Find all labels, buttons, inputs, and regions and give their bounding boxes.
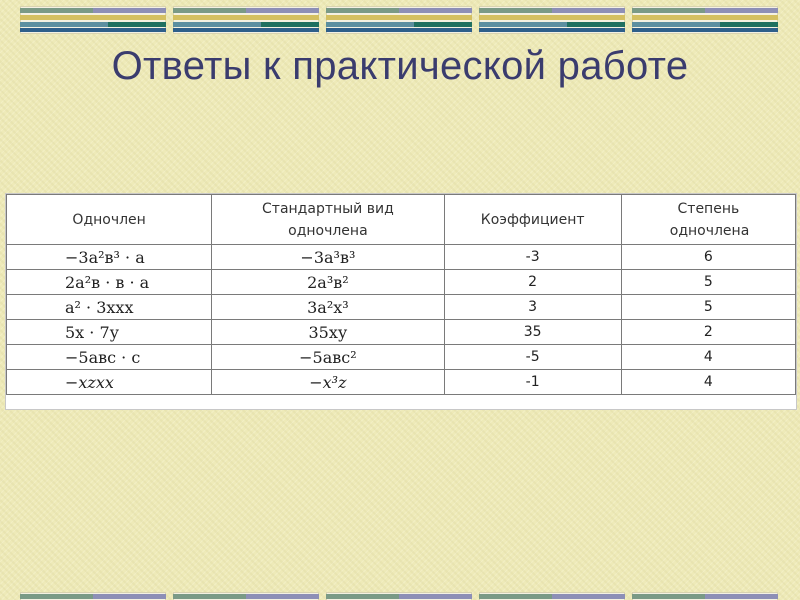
cell-standard-form: −x³z xyxy=(212,370,444,395)
cell-standard-form: 2а³в² xyxy=(212,270,444,295)
cell-standard-form: −3а³в³ xyxy=(212,245,444,270)
deco-block xyxy=(326,6,472,34)
cell-monomial: −3а²в³ · а xyxy=(7,245,212,270)
cell-standard-form: 3а²х³ xyxy=(212,295,444,320)
deco-block xyxy=(326,592,472,600)
deco-block xyxy=(632,6,778,34)
cell-coefficient: -3 xyxy=(444,245,621,270)
cell-monomial: 5х · 7у xyxy=(7,320,212,345)
deco-block xyxy=(479,6,625,34)
cell-coefficient: 35 xyxy=(444,320,621,345)
table-header-row xyxy=(7,195,796,245)
cell-standard-form: −5авс² xyxy=(212,345,444,370)
cell-monomial: −xzxx xyxy=(7,370,212,395)
table-row xyxy=(7,320,796,345)
cell-monomial: 2а²в · в · а xyxy=(7,270,212,295)
header-degree: Степень одночлена xyxy=(621,195,795,245)
cell-degree: 4 xyxy=(621,370,795,395)
top-decoration xyxy=(0,6,800,36)
cell-degree: 6 xyxy=(621,245,795,270)
table-row xyxy=(7,245,796,270)
table-row xyxy=(7,370,796,395)
cell-degree: 2 xyxy=(621,320,795,345)
cell-coefficient: 3 xyxy=(444,295,621,320)
deco-block xyxy=(479,592,625,600)
cell-coefficient: -5 xyxy=(444,345,621,370)
header-coefficient: Коэффициент xyxy=(444,195,621,245)
deco-block xyxy=(632,592,778,600)
deco-block xyxy=(173,592,319,600)
table-row xyxy=(7,295,796,320)
table-row xyxy=(7,270,796,295)
deco-block xyxy=(20,6,166,34)
table-row xyxy=(7,345,796,370)
deco-block xyxy=(173,6,319,34)
deco-block xyxy=(20,592,166,600)
slide-title: Ответы к практической работе xyxy=(111,44,689,88)
table-bottom-spacer xyxy=(6,395,796,409)
cell-monomial: а² · 3ххх xyxy=(7,295,212,320)
cell-monomial: −5авс · с xyxy=(7,345,212,370)
header-monomial: Одночлен xyxy=(7,195,212,245)
answers-table xyxy=(6,194,796,395)
cell-standard-form: 35ху xyxy=(212,320,444,345)
header-standard-form: Стандартный вид одночлена xyxy=(212,195,444,245)
cell-degree: 5 xyxy=(621,295,795,320)
cell-degree: 5 xyxy=(621,270,795,295)
bottom-decoration xyxy=(0,592,800,600)
answers-table-container xyxy=(5,193,797,410)
cell-coefficient: 2 xyxy=(444,270,621,295)
cell-degree: 4 xyxy=(621,345,795,370)
cell-coefficient: -1 xyxy=(444,370,621,395)
